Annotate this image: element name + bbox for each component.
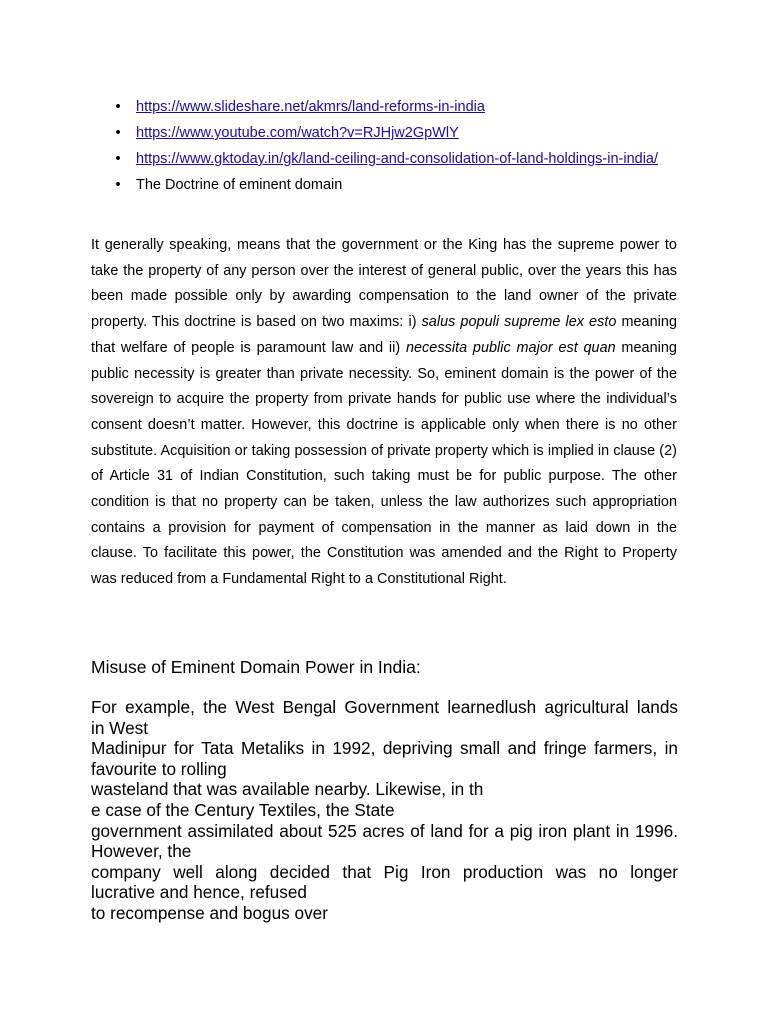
bullet: • xyxy=(115,99,121,115)
text-line: government assimilated about 525 acres of land for a pig iron plant in 1996. xyxy=(91,820,678,841)
text-line: wasteland that was available nearby. Likewise, in th xyxy=(91,779,484,800)
text-line: e case of the Century Textiles, the State xyxy=(91,799,395,820)
bullet: • xyxy=(115,177,121,193)
paragraph-text: It generally speaking, means that the government or the King has the supreme power to take the property of any person over the interest of general public, over the years this has been made possible only by awarding compensation to the land owner of the private property. This doctrine is based on two maxims: i) xyxy=(91,237,677,331)
text-line: For example, the West Bengal Government learnedlush agricultural lands xyxy=(91,697,678,717)
text-line: company well along decided that Pig Iron production was no longer xyxy=(91,861,678,882)
reference-link-slideshare[interactable]: https://www.slideshare.net/akmrs/land-reforms-in-india xyxy=(136,99,485,115)
example-text xyxy=(91,697,678,924)
paragraph-text: meaning public necessity is greater than private necessity. So, eminent domain is the power of the sovereign to acquire the property from private hands for public use where the individual’s consent doesn’t matter. However, this doctrine is applicable only when there is no other substitute. Acquisition or taking possession of private property which is implied in clause (2) of Article 31 of Indian Constitution, such taking must be for public purpose. The other condition is that no property can be taken, unless the law authorizes such appropriation contains a provision for payment of compensation in the manner as laid down in the clause. To facilitate this power, the Constitution was amended and the Right to Property was reduced from a Fundamental Right to a Constitutional Right. xyxy=(91,339,677,588)
paragraph-text: meaning that welfare of people is paramount law and ii) xyxy=(91,314,677,356)
text-line: However, the xyxy=(91,841,192,862)
list-item xyxy=(111,172,671,198)
text-line: in West xyxy=(91,717,148,738)
maxim-necessita: necessita public major est quan xyxy=(405,339,616,356)
text-line: lucrative and hence, refused xyxy=(91,882,307,903)
reference-link-youtube[interactable]: https://www.youtube.com/watch?v=RJHjw2GpWlY xyxy=(136,125,459,141)
bullet: • xyxy=(115,151,121,167)
section-heading: Misuse of Eminent Domain Power in India: xyxy=(91,657,421,677)
list-item xyxy=(111,146,671,172)
reference-link-gktoday[interactable]: https://www.gktoday.in/gk/land-ceiling-and-consolidation-of-land-holdings-in-india/ xyxy=(136,151,659,167)
maxim-salus: salus populi supreme lex esto xyxy=(421,314,617,331)
reference-list xyxy=(111,94,671,198)
list-item xyxy=(111,94,671,120)
text-line: favourite to rolling xyxy=(91,758,227,779)
text-line: Madinipur for Tata Metaliks in 1992, depriving small and fringe farmers, in xyxy=(91,738,678,759)
doctrine-paragraph xyxy=(91,233,677,593)
list-item xyxy=(111,120,671,146)
bullet: • xyxy=(115,125,121,141)
text-line: to recompense and bogus over xyxy=(91,902,328,923)
list-item-text: The Doctrine of eminent domain xyxy=(136,177,343,193)
